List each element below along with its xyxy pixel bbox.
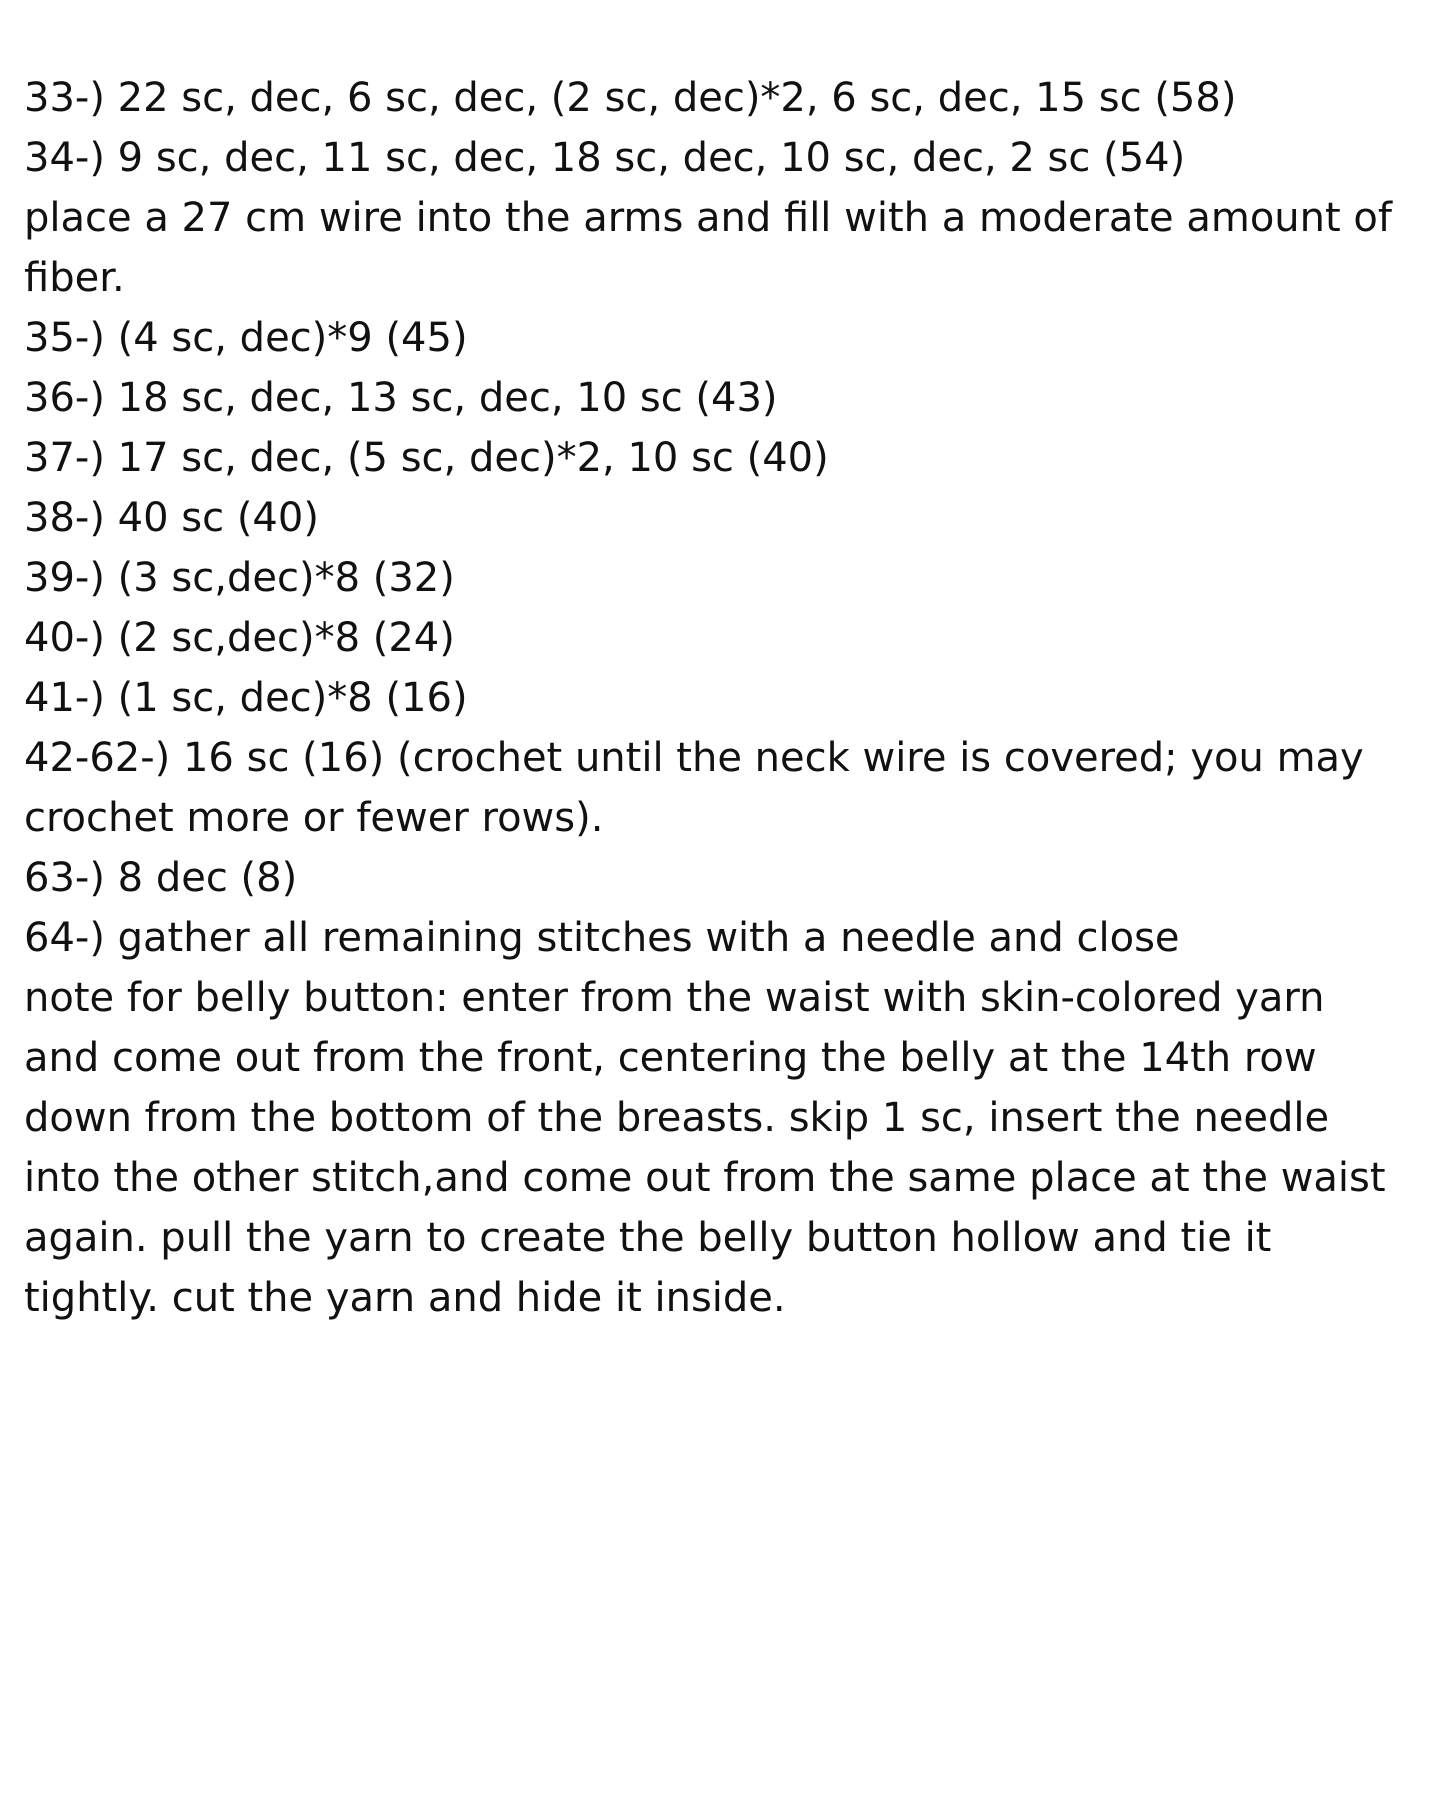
row-63: 63-) 8 dec (8): [24, 855, 298, 901]
row-37: 37-) 17 sc, dec, (5 sc, dec)*2, 10 sc (40): [24, 435, 829, 481]
row-39: 39-) (3 sc,dec)*8 (32): [24, 555, 455, 601]
row-36: 36-) 18 sc, dec, 13 sc, dec, 10 sc (43): [24, 375, 778, 421]
wire-note-line-2: fiber.: [24, 255, 125, 301]
row-40: 40-) (2 sc,dec)*8 (24): [24, 615, 455, 661]
row-38: 38-) 40 sc (40): [24, 495, 319, 541]
row-33: 33-) 22 sc, dec, 6 sc, dec, (2 sc, dec)*2, 6 sc, dec, 15 sc (58): [24, 75, 1237, 121]
row-35: 35-) (4 sc, dec)*9 (45): [24, 315, 468, 361]
row-64: 64-) gather all remaining stitches with a needle and close: [24, 915, 1180, 961]
row-41: 41-) (1 sc, dec)*8 (16): [24, 675, 468, 721]
belly-note-line-6: tightly. cut the yarn and hide it inside.: [24, 1275, 786, 1321]
belly-note-line-4: into the other stitch,and come out from the same place at the waist: [24, 1155, 1386, 1201]
pattern-text: [24, 68, 1424, 1328]
rows-42-62-line-1: 42-62-) 16 sc (16) (crochet until the neck wire is covered; you may: [24, 735, 1364, 781]
belly-note-line-1: note for belly button: enter from the waist with skin-colored yarn: [24, 975, 1325, 1021]
rows-42-62-line-2: crochet more or fewer rows).: [24, 795, 604, 841]
wire-note-line-1: place a 27 cm wire into the arms and fill with a moderate amount of: [24, 195, 1392, 241]
row-34: 34-) 9 sc, dec, 11 sc, dec, 18 sc, dec, 10 sc, dec, 2 sc (54): [24, 135, 1186, 181]
belly-note-line-3: down from the bottom of the breasts. skip 1 sc, insert the needle: [24, 1095, 1330, 1141]
belly-note-line-5: again. pull the yarn to create the belly button hollow and tie it: [24, 1215, 1272, 1261]
belly-note-line-2: and come out from the front, centering the belly at the 14th row: [24, 1035, 1317, 1081]
